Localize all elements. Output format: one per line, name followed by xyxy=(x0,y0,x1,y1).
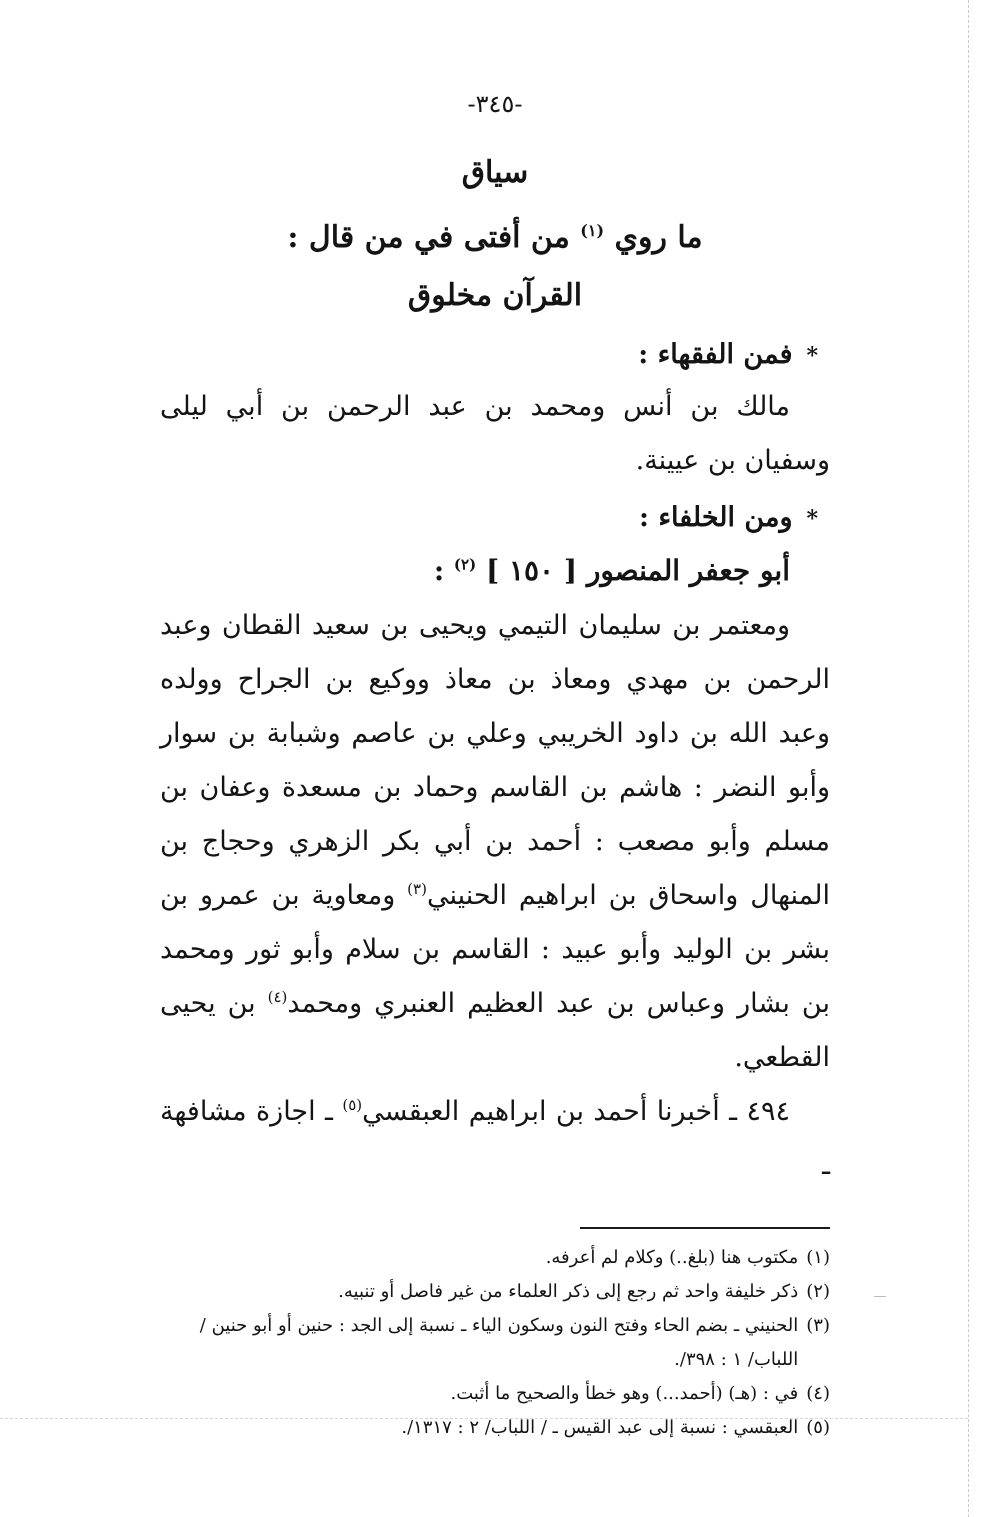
scan-edge-right xyxy=(968,0,969,1517)
caliph-name xyxy=(160,545,830,597)
chapter-heading-line3: القرآن مخلوق xyxy=(407,278,583,313)
footnote-text: ذكر خليفة واحد ثم رجع إلى ذكر العلماء من غير فاصل أو تنبيه. xyxy=(338,1281,799,1302)
footnotes-list xyxy=(160,1241,830,1445)
heading-text-start: ما روي xyxy=(614,220,703,255)
page-number: -٣٤٥- xyxy=(467,90,523,118)
main-text-part1: ومعتمر بن سليمان التيمي ويحيى بن سعيد القطان وعبد الرحمن بن مهدي ومعاذ بن معاذ ووكيع بن الجراح وولده وعبد الله بن داود الخريبي وعلي بن عاصم وشبابة بن سوار وأبو النضر : هاشم بن القاسم وحماد بن مسعدة وعفان بن مسلم وأبو مصعب : أحمد بن أبي بكر الزهري وحجاج بن المنهال واسحاق بن ابراهيم الحنيني xyxy=(160,610,830,911)
footnote-number: (٢) xyxy=(806,1281,830,1302)
footnote-ref-4[interactable]: (٤) xyxy=(267,988,288,1006)
footnote-item xyxy=(160,1411,830,1445)
footnote-number: (٤) xyxy=(806,1383,830,1404)
footnote-item xyxy=(160,1309,830,1377)
caliph-name-text: أبو جعفر المنصور [ ١٥٠ ] xyxy=(485,554,790,587)
footnote-ref-5[interactable]: (٥) xyxy=(342,1096,363,1114)
chapter-heading-line2 xyxy=(160,202,830,267)
main-text-part3: بن يحيى القطعي. xyxy=(160,988,830,1073)
star-bullet-icon: * xyxy=(806,506,818,532)
footnote-number: (٥) xyxy=(806,1417,830,1438)
section-label: ومن الخلفاء : xyxy=(638,502,793,533)
caliph-colon: : xyxy=(433,554,454,587)
footnote-ref-1[interactable]: (١) xyxy=(580,221,605,240)
section-khulafa-heading xyxy=(160,494,830,543)
footnote-text: العبقسي : نسبة إلى عبد القيس ـ / اللباب/ ٢ : ١٣١٧/. xyxy=(401,1417,799,1438)
footnote-item xyxy=(160,1377,830,1411)
section-label: فمن الفقهاء : xyxy=(638,339,793,370)
report-line xyxy=(160,1085,830,1193)
footnote-text: مكتوب هنا (بلغ..) وكلام لم أعرفه. xyxy=(545,1247,799,1268)
report-text-end: ـ اجازة مشافهة ـ xyxy=(160,1096,830,1181)
star-bullet-icon: * xyxy=(806,343,818,369)
footnote-number: (١) xyxy=(806,1247,830,1268)
chapter-heading-line1: سياق xyxy=(461,155,529,190)
footnote-number: (٣) xyxy=(806,1315,830,1336)
report-text-start: ٤٩٤ ـ أخبرنا أحمد بن ابراهيم العبقسي xyxy=(362,1096,790,1127)
footnote-text: في : (هـ) (أحمد...) وهو خطأ والصحيح ما أثبت. xyxy=(450,1383,799,1404)
main-text-part2: ومعاوية بن عمرو بن بشر بن الوليد وأبو عبيد : القاسم بن سلام وأبو ثور ومحمد بن بشار وعباس بن عبد العظيم العنبري ومحمد xyxy=(160,880,830,1019)
footnote-item xyxy=(160,1241,830,1275)
footnote-text: الحنيني ـ بضم الحاء وفتح النون وسكون الياء ـ نسبة إلى الجد : حنين أو أبو حنين / اللباب/ ١ : ٣٩٨/. xyxy=(199,1315,799,1370)
section-fuqaha-heading xyxy=(160,331,830,380)
fuqaha-text: مالك بن أنس ومحمد بن عبد الرحمن بن أبي ليلى وسفيان بن عيينة. xyxy=(160,391,830,476)
footnote-divider xyxy=(580,1227,830,1229)
footnote-ref-2[interactable]: (٢) xyxy=(453,555,477,574)
book-page xyxy=(160,90,830,1445)
margin-mark xyxy=(874,1296,886,1297)
footnote-ref-3[interactable]: (٣) xyxy=(407,880,427,898)
heading-text-end: من أفتى في من قال : xyxy=(287,220,581,255)
footnote-item xyxy=(160,1275,830,1309)
main-paragraph xyxy=(160,599,830,1085)
